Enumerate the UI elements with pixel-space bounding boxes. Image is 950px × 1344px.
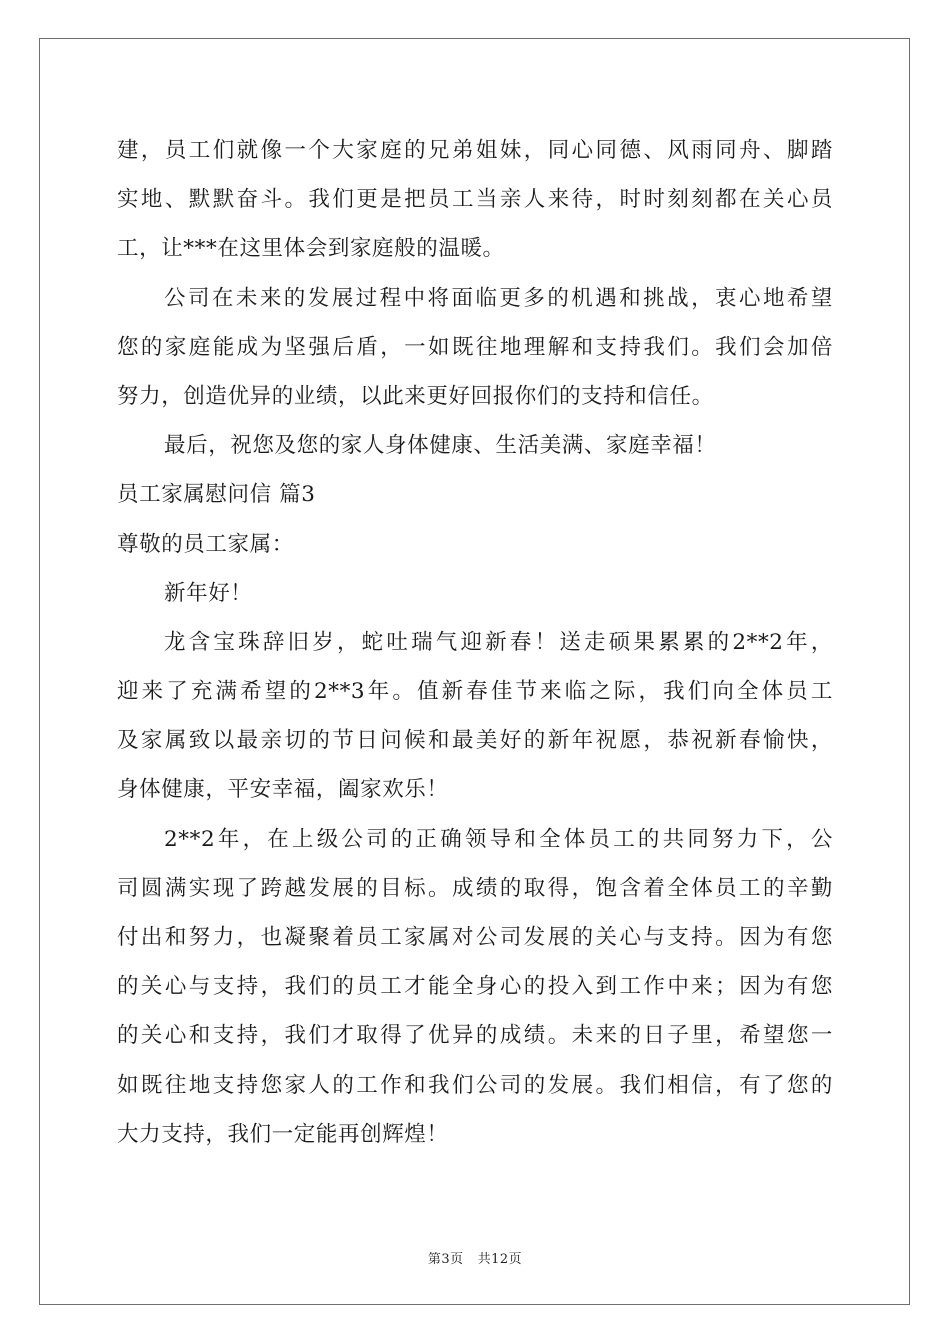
page-total: 共12页 [477, 1252, 523, 1267]
greeting: 新年好！ [164, 580, 253, 606]
paragraph-start: 2**2年，在上级公司的正确领导和全体员工的共同努力下，公 [164, 826, 833, 852]
text-line: 建，员工们就像一个大家庭的兄弟姐妹，同心同德、风雨同舟、脚踏 [117, 138, 833, 163]
text-line: 的关心和支持，我们才取得了优异的成绩。未来的日子里，希望您一 [117, 1023, 833, 1049]
text-line: 努力，创造优异的业绩，以此来更好回报你们的支持和信任。 [117, 383, 714, 409]
text-line: 大力支持，我们一定能再创辉煌！ [117, 1121, 449, 1147]
page-number: 第3页 [427, 1252, 464, 1267]
text-line: 工，让***在这里体会到家庭般的温暖。 [117, 236, 505, 262]
page-footer [0, 1248, 950, 1267]
section-heading: 员工家属慰问信 篇3 [117, 482, 316, 508]
text-line: 迎来了充满希望的2**3年。值新春佳节来临之际，我们向全体员工 [117, 679, 833, 705]
text-line: 司圆满实现了跨越发展的目标。成绩的取得，饱含着全体员工的辛勤 [117, 875, 833, 901]
text-line: 付出和努力，也凝聚着员工家属对公司发展的关心与支持。因为有您 [117, 925, 833, 950]
salutation: 尊敬的员工家属： [117, 531, 294, 557]
paragraph-start: 龙含宝珠辞旧岁，蛇吐瑞气迎新春！送走硕果累累的2**2年， [164, 629, 833, 655]
text-line: 及家属致以最亲切的节日问候和最美好的新年祝愿，恭祝新春愉快， [117, 728, 833, 754]
paragraph-start: 公司在未来的发展过程中将面临更多的机遇和挑战，衷心地希望 [164, 285, 833, 311]
text-line: 实地、默默奋斗。我们更是把员工当亲人来待，时时刻刻都在关心员 [117, 187, 833, 213]
closing-wishes: 最后，祝您及您的家人身体健康、生活美满、家庭幸福！ [164, 433, 717, 459]
document-body [117, 126, 833, 1159]
text-line: 身体健康，平安幸福，阖家欢乐！ [117, 777, 449, 803]
text-line: 的关心与支持，我们的员工才能全身心的投入到工作中来；因为有您 [117, 974, 833, 1000]
text-line: 如既往地支持您家人的工作和我们公司的发展。我们相信，有了您的 [117, 1072, 833, 1098]
text-line: 您的家庭能成为坚强后盾，一如既往地理解和支持我们。我们会加倍 [117, 334, 833, 360]
